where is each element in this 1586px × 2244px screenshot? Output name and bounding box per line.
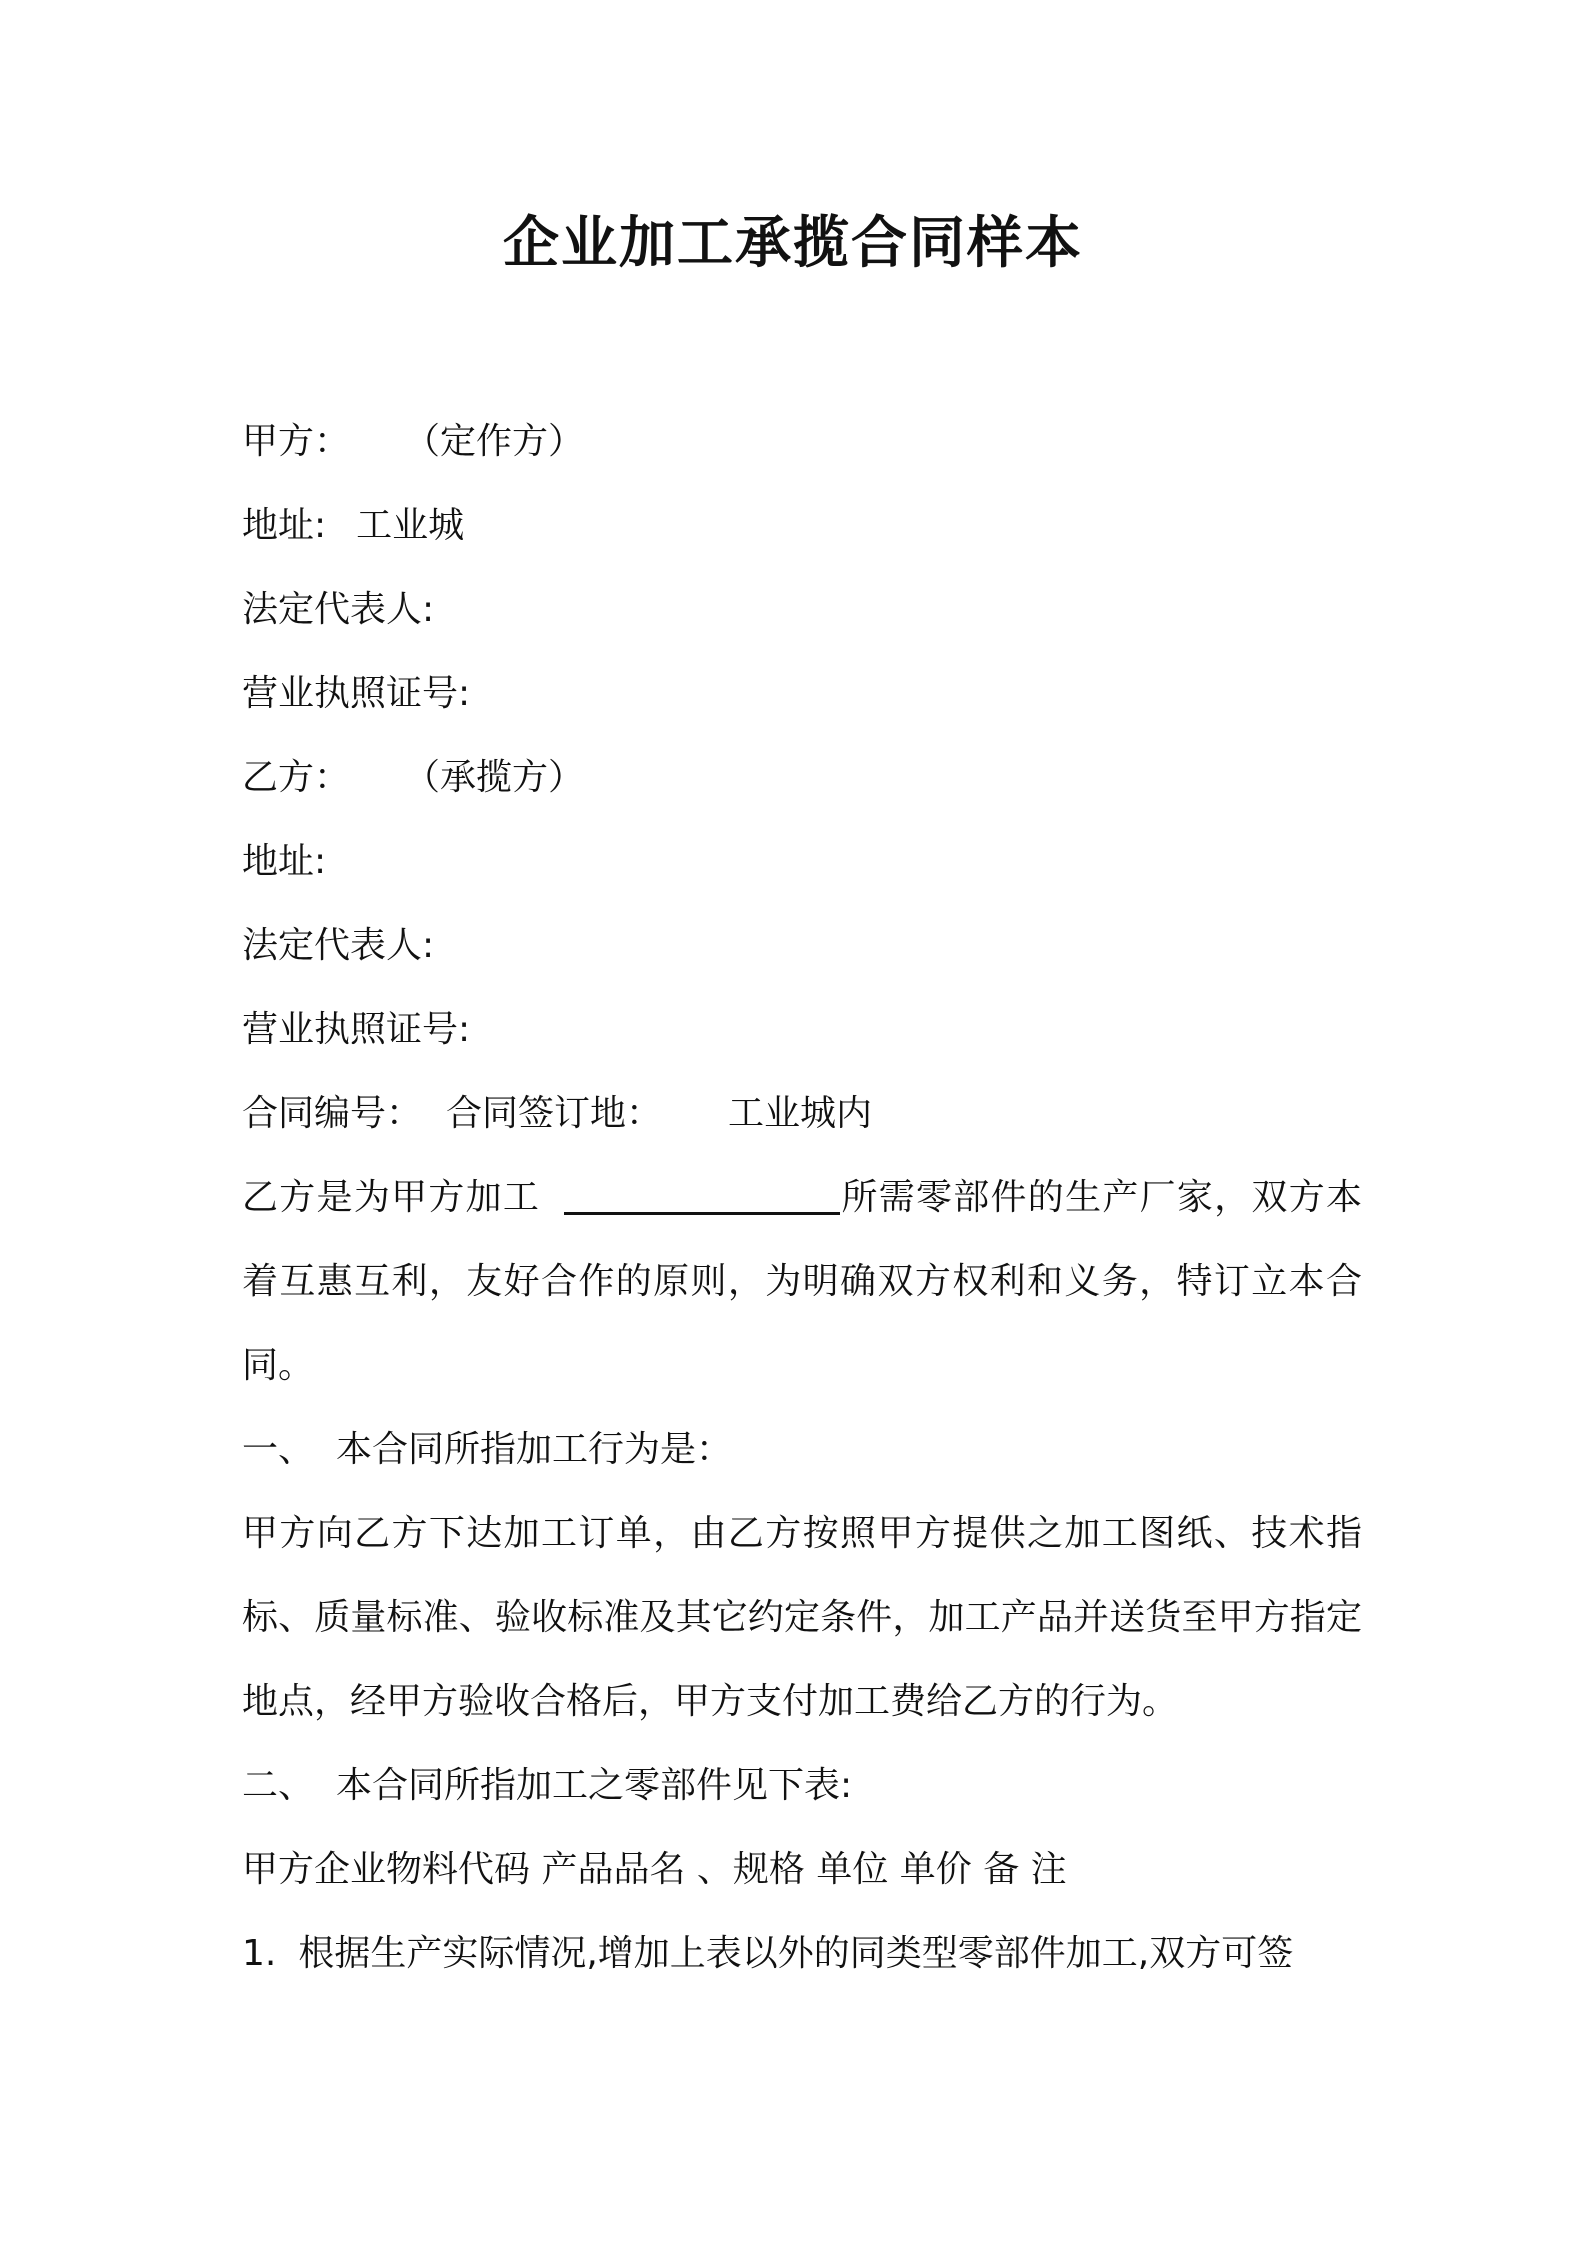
section2-heading: 本合同所指加工之零部件见下表: [336,1765,853,1806]
party-a-role: （定作方） [404,421,585,462]
intro-part2: 所需零部件的生产厂家，双方本着互惠互利，友好合作的原则，为明确双方权利和义务，特订立本合同。 [242,1177,1362,1386]
section1-heading: 本合同所指加工行为是： [336,1429,733,1470]
parts-table-header: 甲方企业物料代码 产品品名 、规格 单位 单价 备 注 [242,1849,1067,1890]
section1-number: 一、 [242,1429,315,1470]
item1-number: 1. [242,1933,277,1974]
party-a-label: 甲方： [242,421,351,462]
party-a-address-value: 工业城 [356,505,465,546]
party-b-line [242,736,1362,820]
contract-place-label: 合同签订地： [446,1093,663,1134]
contract-place-value: 工业城内 [728,1093,873,1134]
section1-body: 甲方向乙方下达加工订单，由乙方按照甲方提供之加工图纸、技术指标、质量标准、验收标准及其它约定条件，加工产品并送货至甲方指定地点，经甲方验收合格后，甲方支付加工费给乙方的行为。 [242,1513,1362,1722]
party-b-address-label: 地址: [242,841,327,882]
contract-info-line [242,1072,1362,1156]
party-a-rep-label: 法定代表人: [242,589,435,630]
party-b-license-line [242,988,1362,1072]
party-b-license-label: 营业执照证号: [242,1009,471,1050]
party-a-address-line [242,484,1362,568]
fill-in-blank [564,1172,840,1215]
party-a-rep-line [242,568,1362,652]
party-a-license-label: 营业执照证号: [242,673,471,714]
party-b-role: （承揽方） [404,757,585,798]
party-a-license-line [242,652,1362,736]
contract-number-label: 合同编号： [242,1093,423,1134]
item1-line [242,1912,1362,1996]
document-body [242,400,1362,1996]
intro-paragraph [242,1156,1362,1408]
party-a-line [242,400,1362,484]
intro-part1: 乙方是为甲方加工 [242,1177,541,1218]
item1-text: 根据生产实际情况,增加上表以外的同类型零部件加工,双方可签 [298,1933,1294,1974]
section1-heading-line [242,1408,1362,1492]
party-a-address-label: 地址: [242,505,327,546]
section2-heading-line [242,1744,1362,1828]
document-title: 企业加工承揽合同样本 [503,211,1083,276]
party-b-address-line [242,820,1362,904]
party-b-rep-label: 法定代表人: [242,925,435,966]
section2-number: 二、 [242,1765,315,1806]
party-b-label: 乙方： [242,757,351,798]
party-b-rep-line [242,904,1362,988]
